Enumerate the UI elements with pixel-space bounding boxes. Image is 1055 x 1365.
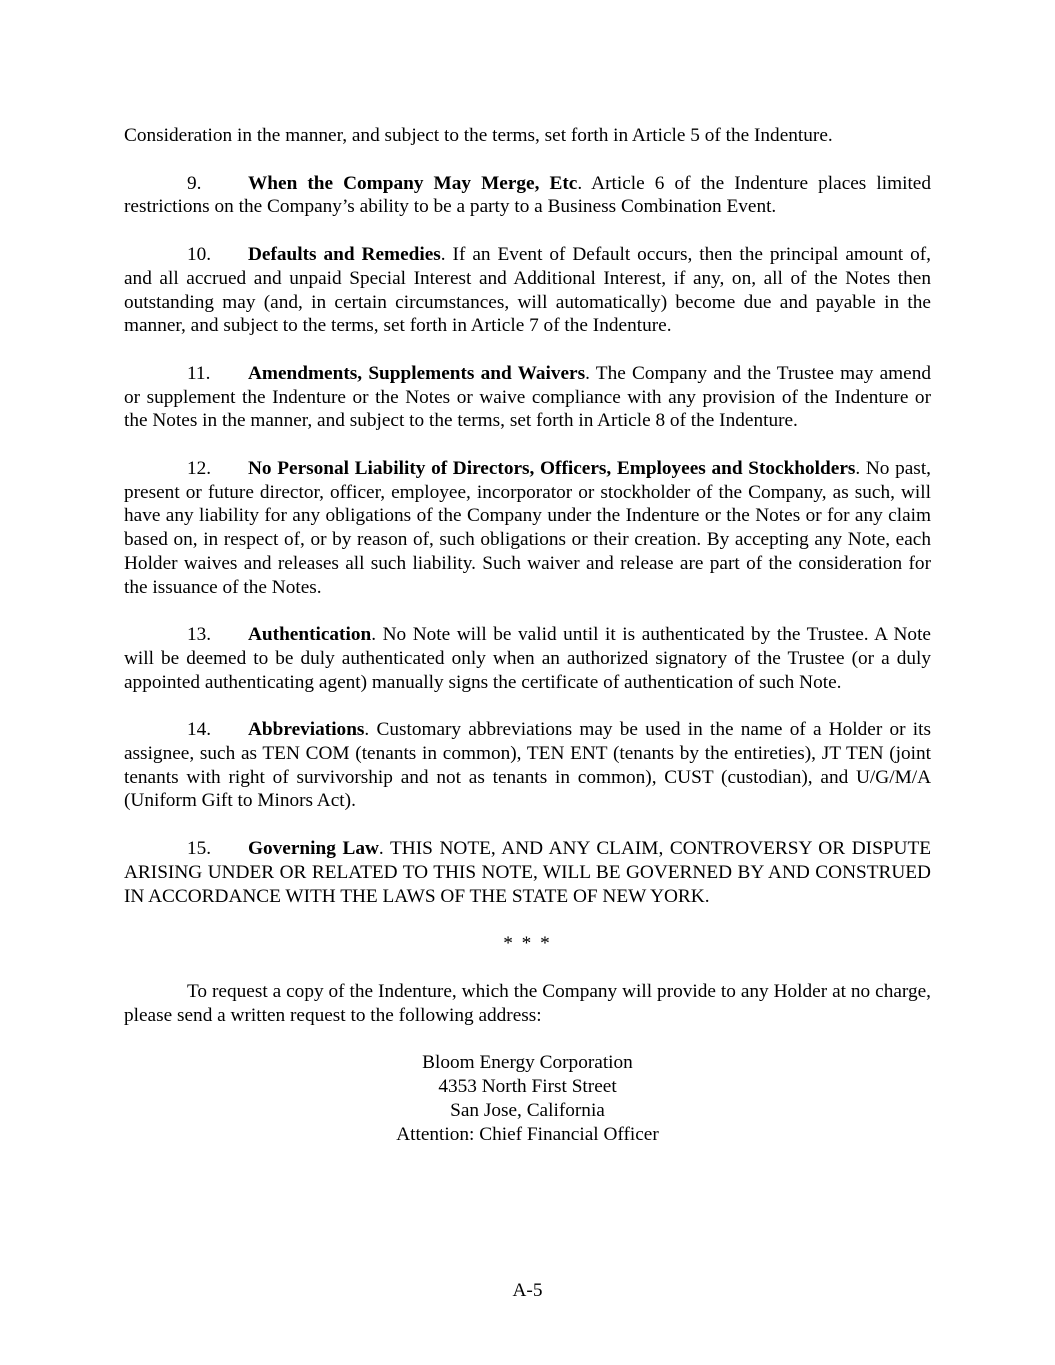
section-15 (124, 837, 931, 908)
mailing-address (124, 1051, 931, 1146)
section-heading: Governing Law (248, 838, 379, 860)
section-12 (124, 457, 931, 599)
section-number: 12. (187, 458, 212, 480)
section-11 (124, 362, 931, 433)
section-text: . Article 6 of the Indenture places limited restrictions on the Company’s ability to be a party to a Business Combination Event. (124, 172, 931, 218)
address-line-city: San Jose, California (450, 1099, 605, 1121)
section-text: . No Note will be valid until it is authenticated by the Trustee. A Note will be deemed to be duly authenticated only when an authorized signatory of the Trustee (or a duly appointed authenticating agent) manually signs the certificate of authentication of such Note. (124, 624, 931, 693)
section-13 (124, 623, 931, 694)
section-number: 10. (187, 244, 212, 266)
document-page (124, 124, 931, 1146)
section-number: 14. (187, 719, 212, 741)
section-text: . If an Event of Default occurs, then the principal amount of, and all accrued and unpaid Special Interest and Additional Interest, if any, on, all of the Notes then outstanding may (and, in certain circumstances, will automatically) become due and payable in the manner, and subject to the terms, set forth in Article 7 of the Indenture. (124, 244, 931, 337)
section-number: 13. (187, 624, 212, 646)
section-heading: Amendments, Supplements and Waivers (248, 362, 586, 384)
section-heading: Abbreviations (248, 719, 365, 741)
section-number: 9. (187, 172, 202, 194)
page-number: A-5 (512, 1280, 543, 1301)
section-text: . No past, present or future director, officer, employee, incorporator or stockholder of the Company, as such, will have any liability for any obligations of the Company under the Indenture or the Notes or for any claim based on, in respect of, or by reason of, such obligations or their creation. By accepting any Note, each Holder waives and releases all such liability. Such waiver and release are part of the consideration for the issuance of the Notes. (124, 458, 931, 598)
section-text: . The Company and the Trustee may amend or supplement the Indenture or the Notes or waive compliance with any provision of the Indenture or the Notes in the manner, and subject to the terms, set forth in Article 8 of the Indenture. (124, 362, 931, 432)
section-text: . THIS NOTE, AND ANY CLAIM, CONTROVERSY OR DISPUTE ARISING UNDER OR RELATED TO THIS NOTE, WILL BE GOVERNED BY AND CONSTRUED IN ACCORDANCE WITH THE LAWS OF THE STATE OF NEW YORK. (124, 838, 931, 907)
section-number: 15. (187, 838, 212, 860)
address-line-attention: Attention: Chief Financial Officer (396, 1123, 659, 1145)
opening-paragraph: Consideration in the manner, and subject to the terms, set forth in Article 5 of the Indenture. (124, 125, 833, 146)
section-text: . Customary abbreviations may be used in the name of a Holder or its assignee, such as TEN COM (tenants in common), TEN ENT (tenants by the entireties), JT TEN (joint tenants with right of survivorship and not as tenants in common), CUST (custodian), and U/G/M/A (Uniform Gift to Minors Act). (124, 719, 931, 812)
address-line-company: Bloom Energy Corporation (422, 1052, 633, 1074)
section-heading: No Personal Liability of Directors, Officers, Employees and Stockholders (248, 458, 856, 480)
section-9 (124, 172, 931, 219)
request-paragraph: To request a copy of the Indenture, which the Company will provide to any Holder at no charge, please send a written request to the following address: (124, 980, 931, 1026)
section-heading: Defaults and Remedies (248, 244, 441, 266)
section-14 (124, 718, 931, 813)
section-number: 11. (187, 362, 211, 384)
section-10 (124, 243, 931, 338)
section-heading: When the Company May Merge, Etc (248, 172, 578, 194)
address-line-street: 4353 North First Street (438, 1076, 617, 1098)
section-heading: Authentication (248, 624, 372, 646)
section-separator: * * * (503, 933, 552, 955)
